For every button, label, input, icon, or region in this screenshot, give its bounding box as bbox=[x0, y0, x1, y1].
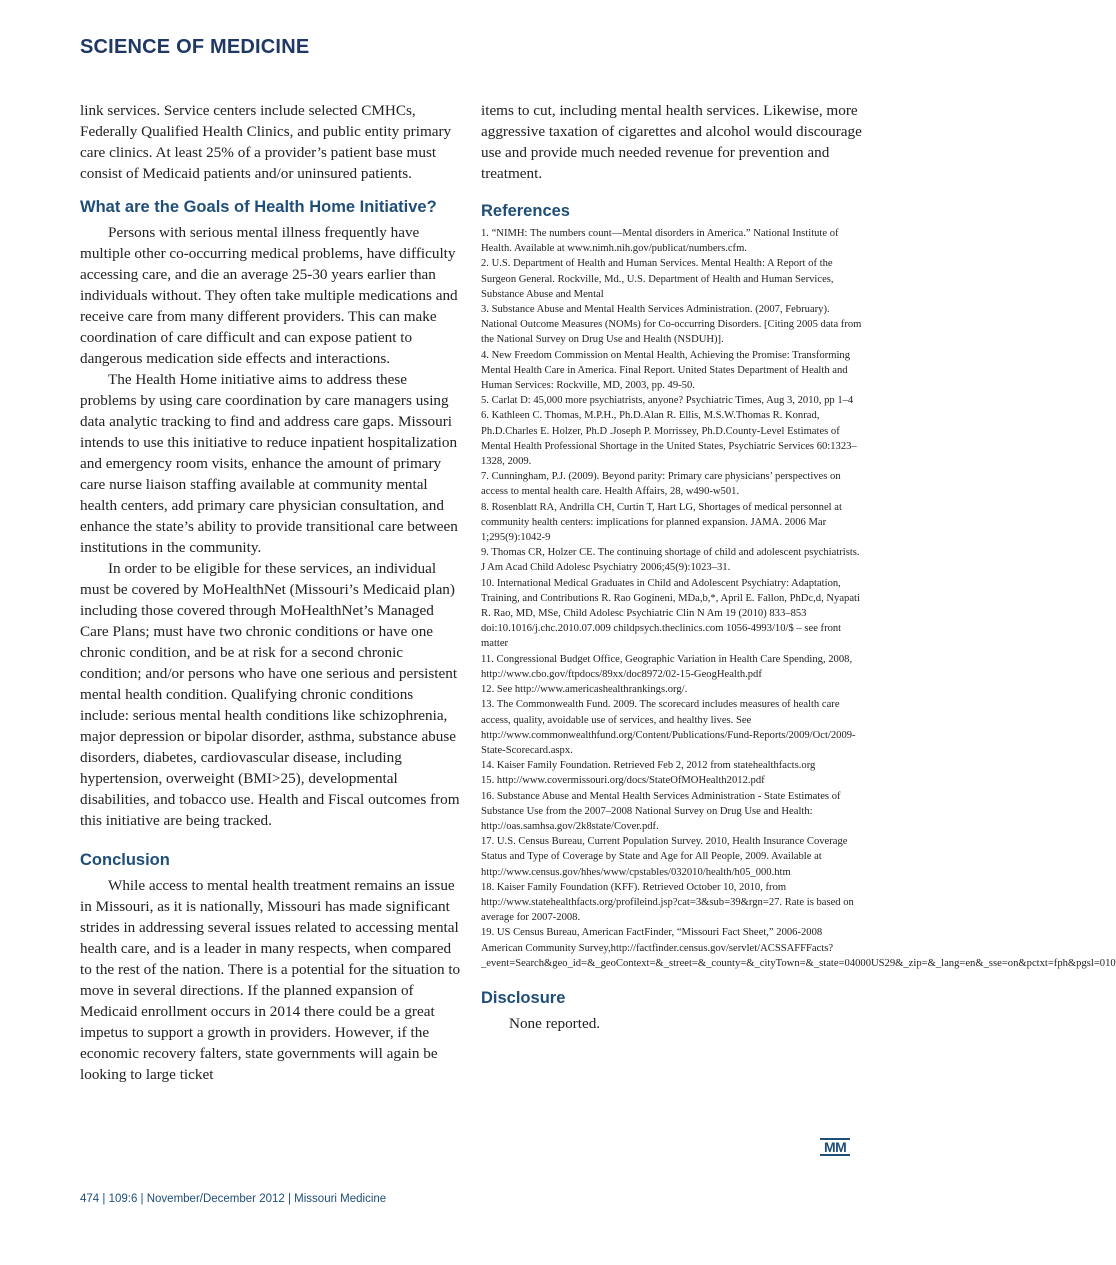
goals-paragraph-1: Persons with serious mental illness frequently have multiple other co-occurring medical problems, have difficulty accessing care, and die an average 25-30 years earlier than individuals without. They often take multiple medications and receive care from many different providers. This can make coordination of care difficult and can expose patient to dangerous medication side effects and interactions. bbox=[80, 224, 458, 367]
reference-item: 14. Kaiser Family Foundation. Retrieved Feb 2, 2012 from statehealthfacts.org bbox=[481, 760, 816, 772]
reference-item: 4. New Freedom Commission on Mental Health, Achieving the Promise: Transforming Mental Health Care in America. Final Report. United States Department of Health and Human Services: Rockville, MD, 2003, pp. 49-50. bbox=[481, 349, 850, 392]
reference-item: 6. Kathleen C. Thomas, M.P.H., Ph.D.Alan R. Ellis, M.S.W.Thomas R. Konrad, Ph.D.Charles E. Holzer, Ph.D .Joseph P. Morrissey, Ph.D.County-Level Estimates of Mental Health Professional Shortage in the United States, Psychiatric Services 60:1323–1328, 2009. bbox=[481, 410, 857, 468]
reference-item: 10. International Medical Graduates in Child and Adolescent Psychiatry: Adaptation, Training, and Contributions R. Rao Gogineni, MDa,b,*, April E. Fallon, PhDc,d, Nyapati R. Rao, MD, MSe, Child Adolesc Psychiatric Clin N Am 19 (2010) 833–853 doi:10.1016/j.chc.2010.07.009 childpsych.theclinics.com 1056-4993/10/$ – see front matter bbox=[481, 577, 860, 650]
left-column bbox=[80, 100, 462, 1085]
reference-item: 3. Substance Abuse and Mental Health Services Administration. (2007, February). National Outcome Measures (NOMs) for Co-occurring Disorders. [Citing 2005 data from the National Survey on Drug Use and Health (NSDUH)]. bbox=[481, 304, 862, 346]
reference-item: 13. The Commonwealth Fund. 2009. The scorecard includes measures of health care access, quality, avoidable use of services, and healthy lives. See http://www.commonwealthfund.org/Content/Publications/Fund-Reports/2009/Oct/2009-State-Scorecard.aspx. bbox=[481, 699, 856, 756]
reference-item: 11. Congressional Budget Office, Geographic Variation in Health Care Spending, 2008, http://www.cbo.gov/ftpdocs/89xx/doc8972/02-15-GeogHealth.pdf bbox=[481, 653, 853, 680]
reference-item: 12. See http://www.americashealthrankings.org/. bbox=[481, 684, 688, 696]
reference-item: 1. “NIMH: The numbers count—Mental disorders in America.” National Institute of Health. Available at www.nimh.nih.gov/publicat/numbers.cfm. bbox=[481, 228, 839, 255]
intro-paragraph: link services. Service centers include selected CMHCs, Federally Qualified Health Clinics, and public entity primary care clinics. At least 25% of a provider’s patient base must consist of Medicaid patients and/or uninsured patients. bbox=[80, 102, 452, 182]
reference-item: 2. U.S. Department of Health and Human Services. Mental Health: A Report of the Surgeon General. Rockville, Md., U.S. Department of Health and Human Services, Substance Abuse and Mental bbox=[481, 258, 834, 300]
mm-logo: MM bbox=[820, 1138, 850, 1156]
right-column bbox=[481, 100, 1116, 1034]
page-footer: 474 | 109:6 | November/December 2012 | Missouri Medicine bbox=[80, 1193, 387, 1205]
references-heading: References bbox=[481, 202, 570, 220]
reference-item: 15. http://www.covermissouri.org/docs/StateOfMOHealth2012.pdf bbox=[481, 775, 765, 787]
goals-paragraph-3: In order to be eligible for these services, an individual must be covered by MoHealthNet (Missouri’s Medicaid plan) including those covered through MoHealthNet’s Managed Care Plans; must have two chronic conditions or have one chronic condition, and be at risk for a second chronic condition; and/or persons who have one serious and persistent mental health condition. Qualifying chronic conditions include: serious mental health conditions like schizophrenia, major depression or bipolar disorder, asthma, substance abuse disorders, diabetes, cardiovascular disease, including hypertension, overweight (BMI>25), developmental disabilities, and tobacco use. Health and Fiscal outcomes from this initiative are being tracked. bbox=[80, 560, 460, 829]
reference-item: 17. U.S. Census Bureau, Current Population Survey. 2010, Health Insurance Coverage Status and Type of Coverage by State and Age for All People, 2009. Available at http://www.census.gov/hhes/www/cpstables/032010/health/h05_000.htm bbox=[481, 836, 848, 878]
reference-item: 18. Kaiser Family Foundation (KFF). Retrieved October 10, 2010, from http://www.statehealthfacts.org/profileind.jsp?cat=3&sub=39&rgn=27. Rate is based on average for 2007-2008. bbox=[481, 881, 854, 924]
reference-item: 9. Thomas CR, Holzer CE. The continuing shortage of child and adolescent psychiatrists. J Am Acad Child Adolesc Psychiatry 2006;45(9):1023–31. bbox=[481, 547, 860, 574]
disclosure-text: None reported. bbox=[509, 1014, 601, 1032]
reference-item: 7. Cunningham, P.J. (2009). Beyond parity: Primary care physicians’ perspectives on access to mental health care. Health Affairs, 28, w490-w501. bbox=[481, 471, 841, 498]
conclusion-paragraph: While access to mental health treatment remains an issue in Missouri, as it is nationally, Missouri has made significant strides in addressing several issues related to accessing mental health care, and is a leader in many respects, when compared to the rest of the nation. There is a potential for the situation to move in several directions. If the planned expansion of Medicaid enrollment occurs in 2014 there could be a great impetus to support a growth in providers. However, if the economic recovery falters, state governments will again be looking to large ticket bbox=[80, 877, 461, 1083]
references-list bbox=[481, 226, 1116, 971]
reference-item: 5. Carlat D: 45,000 more psychiatrists, anyone? Psychiatric Times, Aug 3, 2010, pp 1–4 bbox=[481, 395, 854, 407]
reference-item: 19. US Census Bureau, American FactFinder, “Missouri Fact Sheet,” 2006-2008 American Community Survey,http://factfinder.census.gov/servlet/ACSSAFFFacts?_event=Search&geo_id=&_geoContext=&_street=&_county=&_cityTown=&_state=04000US29&_zip=&_lang=en&_sse=on&pctxt=fph&pgsl=010 bbox=[481, 927, 1116, 969]
section-header: SCIENCE OF MEDICINE bbox=[80, 36, 310, 58]
reference-item: 16. Substance Abuse and Mental Health Services Administration - State Estimates of Substance Use from the 2007–2008 National Survey on Drug Use and Health: http://oas.samhsa.gov/2k8state/Cover.pdf. bbox=[481, 790, 841, 832]
reference-item: 8. Rosenblatt RA, Andrilla CH, Curtin T, Hart LG, Shortages of medical personnel at community health centers: implications for planned expansion. JAMA. 2006 Mar 1;295(9):1042-9 bbox=[481, 501, 842, 544]
disclosure-heading: Disclosure bbox=[481, 988, 566, 1007]
goals-paragraph-2: The Health Home initiative aims to address these problems by using care coordination by care managers using data analytic tracking to find and address care gaps. Missouri intends to use this initiative to reduce inpatient hospitalization and emergency room visits, enhance the amount of primary care nurse liaison staffing available at community mental health centers, add primary care physician consultation, and enhance the state’s ability to provide transitional care between institutions in the community. bbox=[80, 371, 458, 556]
conclusion-heading: Conclusion bbox=[80, 851, 170, 869]
continuation-paragraph: items to cut, including mental health services. Likewise, more aggressive taxation of cigarettes and alcohol would discourage use and provide much needed revenue for prevention and treatment. bbox=[481, 102, 862, 182]
goals-heading: What are the Goals of Health Home Initiative? bbox=[80, 198, 437, 216]
